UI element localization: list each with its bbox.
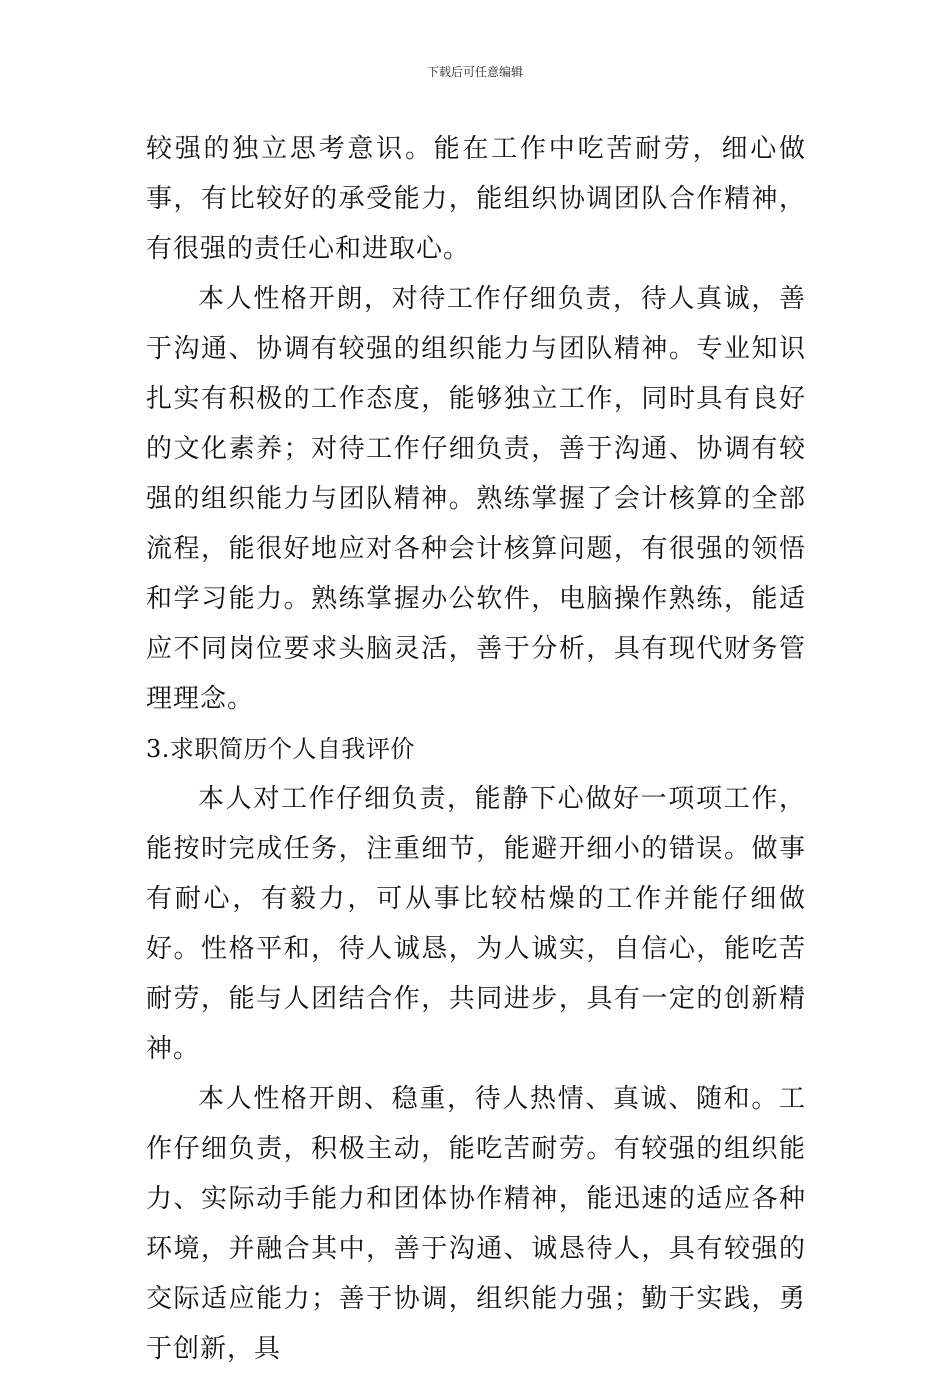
document-body [146, 124, 806, 1374]
paragraph-personality-1: 本人性格开朗，对待工作仔细负责，待人真诚，善于沟通、协调有较强的组织能力与团队精神。专业知识扎实有积极的工作态度，能够独立工作，同时具有良好的文化素养；对待工作仔细负责，善于沟通、协调有较强的组织能力与团队精神。熟练掌握了会计核算的全部流程，能很好地应对各种会计核算问题，有很强的领悟和学习能力。熟练掌握办公软件，电脑操作熟练，能适应不同岗位要求头脑灵活，善于分析，具有现代财务管理理念。 [146, 284, 806, 714]
paragraph-self-evaluation-2: 本人性格开朗、稳重，待人热情、真诚、随和。工作仔细负责，积极主动，能吃苦耐劳。有较强的组织能力、实际动手能力和团体协作精神，能迅速的适应各种环境，并融合其中，善于沟通、诚恳待人，具有较强的交际适应能力；善于协调，组织能力强；勤于实践，勇于创新，具 [146, 1084, 806, 1364]
header-note: 下载后可任意编辑 [426, 65, 523, 79]
paragraph-self-evaluation-1: 本人对工作仔细负责，能静下心做好一项项工作，能按时完成任务，注重细节，能避开细小的错误。做事有耐心，有毅力，可从事比较枯燥的工作并能仔细做好。性格平和，待人诚恳，为人诚实，自信心，能吃苦耐劳，能与人团结合作，共同进步，具有一定的创新精神。 [146, 784, 806, 1064]
section-heading-3: 3.求职简历个人自我评价 [146, 735, 415, 763]
paragraph-continued: 较强的独立思考意识。能在工作中吃苦耐劳，细心做事，有比较好的承受能力，能组织协调团队合作精神，有很强的责任心和进取心。 [146, 134, 806, 264]
